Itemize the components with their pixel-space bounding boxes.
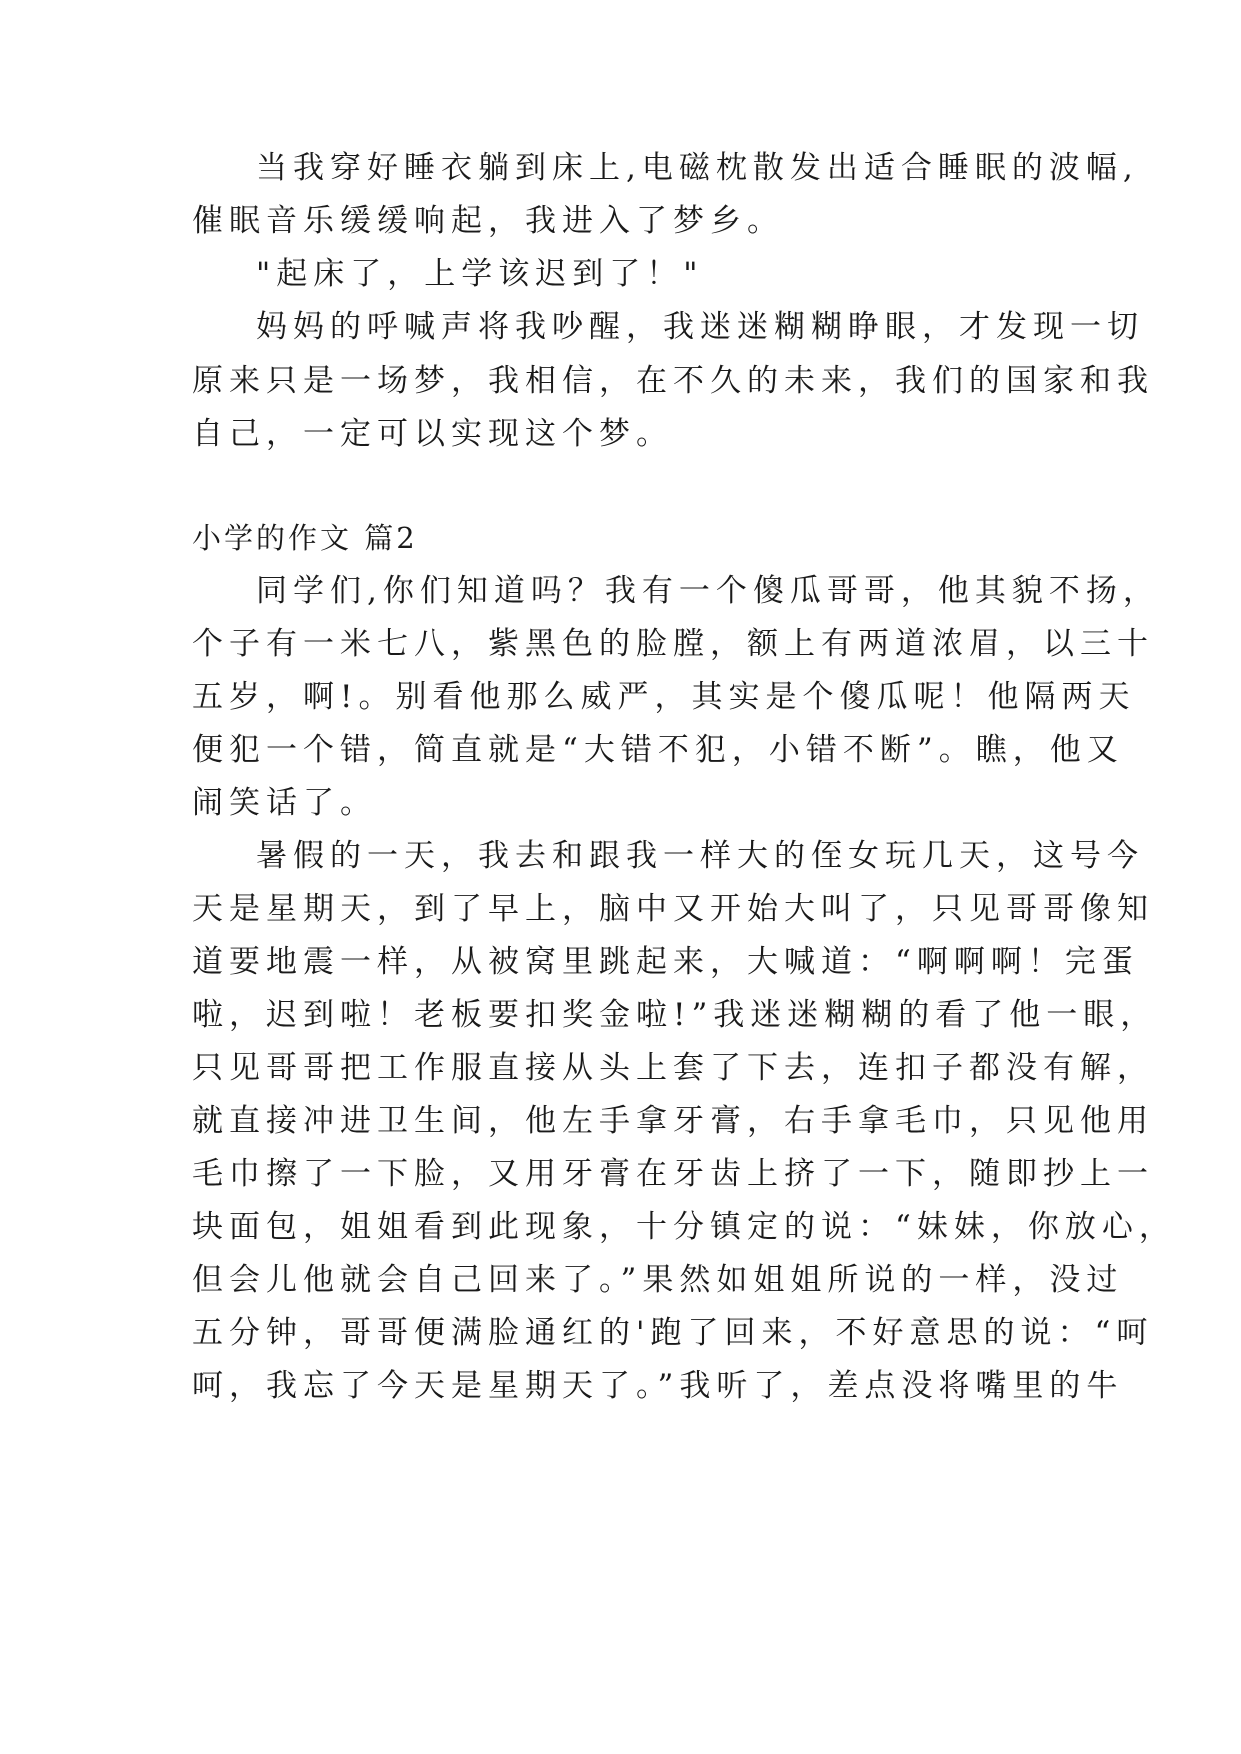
text-line: 催眠音乐缓缓响起，我进入了梦乡。 bbox=[192, 203, 784, 239]
text-line: 原来只是一场梦，我相信，在不久的未来，我们的国家和我 bbox=[192, 363, 1154, 399]
text-line: 毛巾擦了一下脸，又用牙膏在牙齿上挤了一下，随即抄上一 bbox=[192, 1156, 1154, 1192]
text-line: 道要地震一样，从被窝里跳起来，大喊道：“啊啊啊！完蛋 bbox=[192, 944, 1139, 980]
text-line: 块面包，姐姐看到此现象，十分镇定的说：“妹妹，你放心， bbox=[192, 1209, 1176, 1245]
text-line: 便犯一个错，简直就是“大错不犯，小错不断”。瞧，他又 bbox=[192, 732, 1124, 768]
text-line: 就直接冲进卫生间，他左手拿牙膏，右手拿毛巾，只见他用 bbox=[192, 1103, 1154, 1139]
text-line: 天是星期天，到了早上，脑中又开始大叫了，只见哥哥像知 bbox=[192, 891, 1154, 927]
text-line: 呵，我忘了今天是星期天了。”我听了，差点没将嘴里的牛 bbox=[192, 1368, 1124, 1404]
text-line: 五岁，啊!。别看他那么威严，其实是个傻瓜呢！他隔两天 bbox=[192, 679, 1136, 715]
text-line: 啦，迟到啦！老板要扣奖金啦!”我迷迷糊糊的看了他一眼， bbox=[192, 997, 1158, 1033]
text-line: 个子有一米七八，紫黑色的脸膛，额上有两道浓眉，以三十 bbox=[192, 626, 1154, 662]
text-line: 自己，一定可以实现这个梦。 bbox=[192, 416, 673, 452]
text-line: 暑假的一天，我去和跟我一样大的侄女玩几天，这号今 bbox=[256, 838, 1144, 874]
text-line: "起床了，上学该迟到了！" bbox=[256, 256, 704, 292]
text-line: 当我穿好睡衣躺到床上,电磁枕散发出适合睡眠的波幅, bbox=[256, 150, 1139, 186]
text-line: 只见哥哥把工作服直接从头上套了下去，连扣子都没有解， bbox=[192, 1050, 1154, 1086]
section-heading: 小学的作文 篇2 bbox=[192, 521, 418, 555]
text-line: 妈妈的呼喊声将我吵醒，我迷迷糊糊睁眼，才发现一切 bbox=[256, 309, 1144, 345]
text-line: 闹笑话了。 bbox=[192, 785, 377, 821]
text-line: 但会儿他就会自己回来了。”果然如姐姐所说的一样，没过 bbox=[192, 1262, 1124, 1298]
text-line: 同学们,你们知道吗？我有一个傻瓜哥哥，他其貌不扬， bbox=[256, 573, 1160, 609]
text-line: 五分钟，哥哥便满脸通红的'跑了回来，不好意思的说：“呵 bbox=[192, 1315, 1154, 1351]
